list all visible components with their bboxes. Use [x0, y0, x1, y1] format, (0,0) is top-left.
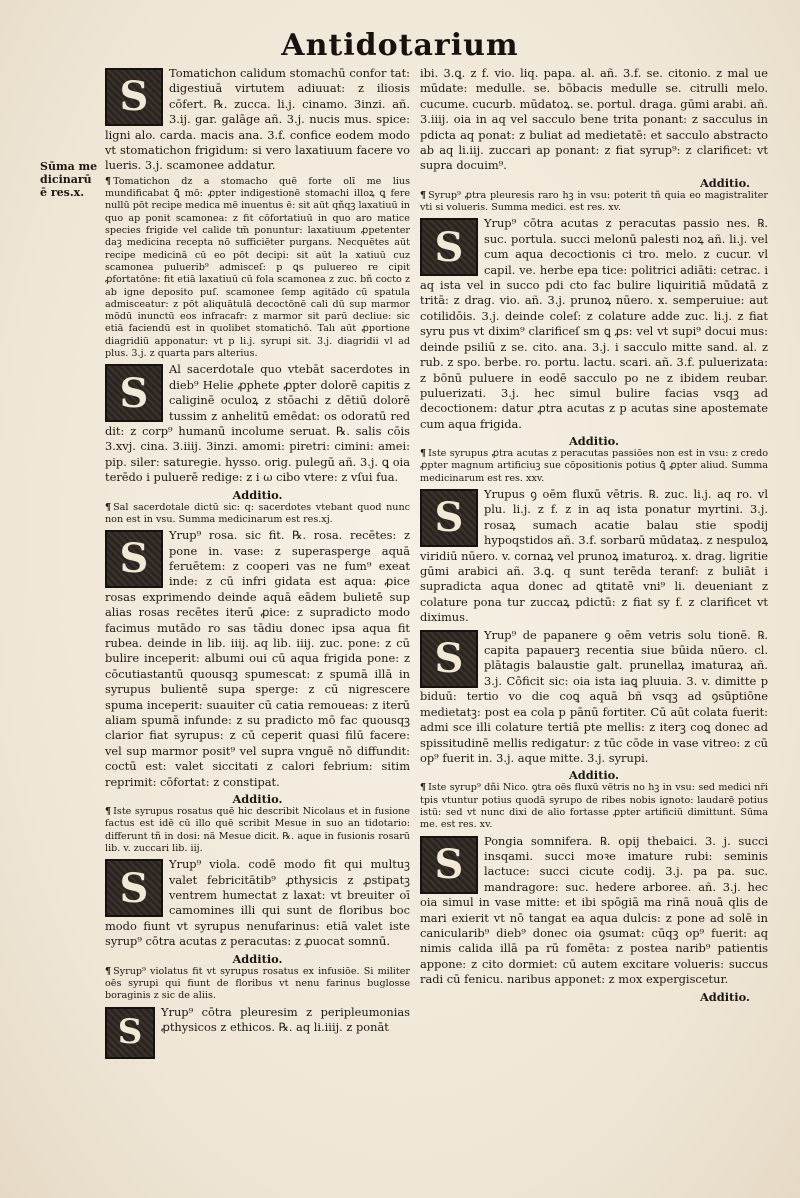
recipe-paragraph	[105, 1005, 410, 1059]
section-heading: Additio.	[232, 487, 283, 502]
recipe-paragraph	[420, 834, 768, 988]
recipe-paragraph	[420, 487, 768, 626]
decorated-initial: S	[105, 859, 163, 917]
recipe-paragraph	[105, 362, 410, 485]
pilcrow-icon: ¶	[105, 965, 112, 977]
paragraph-text: Syrup⁹ ꝓtra pleuresis raro hꝫ in vsu: poterit tñ quia eo magistraliter vti si volueris. Summa medici. est res. xv.	[420, 189, 768, 214]
pilcrow-icon: ¶	[105, 175, 112, 187]
margin-note: Sūma me dicinarū ē res.x.	[40, 160, 98, 199]
paragraph-text: Al sacerdotale quo vtebāt sacerdotes in dieb⁹ Helie ꝓphete ꝓpter dolorē capitis z caliginē oculoꝝ z stōachi z dētiū dolorē tussim z anhelitū emēdat: os odoratū red dit: z corp⁹ humanū incolume seruat. ℞. salis cōis 3.xvj. cina. 3.iiij. 3inzi. amomi: piretri: cimini: amei: pip. siler: saturegie. hysso. orig. pulegū añ. 3.j. ꝗ oia terēdo i puluerē redige: z i ω cibo vtere: z vſui fua.	[105, 362, 410, 485]
recipe-paragraph	[105, 528, 410, 790]
paragraph-text: Tomatichon calidum stomachū confor tat: digestiuā virtutem adiuuat: z iliosis cōfert. ℞. zucca. li.j. cinamo. 3inzi. añ. 3.ij. gar. galāge añ. 3.j. nucis mus. spice: ligni alo. carda. macis ana. 3.f. confice eodem modo vt stomatichon frigidum: si vero laxatiuum facere vo lueris. 3.j. scamonee addatur.	[105, 66, 410, 173]
running-title: Antidotarium	[281, 28, 519, 63]
section-heading: Additio.	[232, 951, 283, 966]
section-heading: Additio.	[568, 434, 620, 449]
decorated-initial: S	[420, 489, 478, 547]
pilcrow-icon: ¶	[105, 501, 112, 513]
section-heading: Additio.	[699, 989, 750, 1004]
paragraph-text: Sal sacerdotale dictū sic: q: sacerdotes vtebant quod nunc non est in vsu. Summa medicinarum est res.xj.	[105, 501, 410, 525]
section-heading: Additio.	[699, 175, 750, 190]
decorated-initial: S	[105, 68, 163, 126]
recipe-paragraph	[420, 216, 768, 432]
section-heading: Additio.	[568, 768, 620, 783]
right-column	[420, 66, 768, 1004]
recipe-paragraph	[105, 857, 410, 949]
section-heading: Additio.	[232, 792, 283, 807]
decorated-initial: S	[420, 218, 478, 276]
pilcrow-icon: ¶	[420, 782, 427, 794]
commentary-paragraph	[420, 782, 768, 831]
decorated-initial: S	[105, 1007, 155, 1059]
paragraph-text: Syrup⁹ violatus fit vt syrupus rosatus ex infusiōe. Si militer oēs syrupi qui fiunt de floribus vt nenu farinus buglosse boraginis z sic de aliis.	[105, 965, 410, 1002]
paragraph-text: Yrup⁹ cōtra acutas z peracutas passio nes. ℞. suc. portula. succi melonū palesti noꝝ añ. li.j. vel cum aqua decoctionis ci tro. melo. z cucur. vl capil. ve. herbe epa tice: politrici adiāti: cetrac. i aq ista vel in succo pdi cto fac bulire liquiritiā mūdatā z tritā: z drag. vio. añ. 3.j. prunoꝝ nūero. x. semperuiue: aut cotilidōis. 3.j. deinde coleſ: z colature adde zuc. li.j. z fiat syru pus vt dixim⁹ clarificeſ sm ꝗ ꝓs: vel vt supi⁹ docui mus: deinde psiliū z se. cito. ana. 3.j. i sacculo mitte sand. al. z rub. z spo. berbe. ro. portu. lactu. scari. añ. 3.f. puluerizata: z bōnū puluere in eodē sacculo po ne z ibidem reubar. puluerizati. 3.j. hec simul bulire facias vsqꝫ ad decoctionem: datur ꝓtra acutas z p acutas sine apostemate cum aqua frigida.	[420, 216, 768, 431]
recipe-paragraph	[105, 66, 410, 174]
decorated-initial: S	[105, 364, 163, 422]
decorated-initial: S	[420, 836, 478, 894]
paragraph-text: Yrup⁹ viola. codē modo fit qui multuꝫ valet febricitātib⁹ ꝓthysicis z ꝓstipatꝫ ventrem humectat z laxat: vt breuiter oī camomines illi qui sunt de floribus boc modo fiunt vt syrupus nenufarinus: etiā valet iste syrup⁹ cōtra acutas z peracutas: z ꝓuocat somnū.	[105, 857, 410, 949]
recipe-paragraph	[420, 628, 768, 767]
paragraph-text: Iste syrupus rosatus quē hic describit Nicolaus et in fusione factus est idē cū illo quē scribit Mesue in suo an tidotario: differunt tñ in dosi: nā Mesue dicit. ℞. aque in fusionis rosarū lib. v. zuccari lib. iij.	[105, 806, 410, 854]
paragraph-text: Iste syrupus ꝓtra acutas z peracutas passiōes non est in vsu: z credo ꝓpter magnum artificiuꝫ sue cōpositionis potius ꝗ̄ ꝓpter aliud. Summa medicinarum est res. xxv.	[420, 448, 768, 484]
pilcrow-icon: ¶	[105, 806, 112, 818]
pilcrow-icon: ¶	[420, 189, 427, 201]
paragraph-text: Yrup⁹ rosa. sic fit. ℞. rosa. recētes: z pone in. vase: z superasperge aquā feruētem: z cooperi vas ne fum⁹ exeat inde: z cū infri gidata est aqua: ꝓice rosas exprimendo deinde aquā eādem bulietē sup alias rosas recētes iterū ꝓice: z supradicto modo facimus mutādo ro sas tādiu donec ipsa aqua fit rubea. deinde in lib. iiij. aq lib. iiij. zuc. pone: z cū bulire inceperit: albumi oui cū aqua frigida pone: z cōcutiastantū quousqꝫ spumescat: z spumā illā in syrupus bulientē supa sperge: z cū nigrescere spuma inceperit: suauiter cū catia remoueas: z iterū aliam spumā infunde: z su pradicto mō fac quousqꝫ clarior fiat syrupus: z cū ceperit quasi filū facere: vel sup marmor posit⁹ vel supra vnguē nō diffundit: coctū est: valet siccitati z calori febrium: sitim reprimit: cōfortat: z constipat.	[105, 528, 410, 789]
commentary-paragraph	[105, 176, 410, 360]
pilcrow-icon: ¶	[420, 448, 427, 460]
paragraph-text: Yrup⁹ cōtra pleuresim z peripleumonias ꝓthysicos z ethicos. ℞. aq li.iiij. z ponāt	[161, 1004, 410, 1034]
decorated-initial: S	[420, 630, 478, 688]
paragraph-text: Yrupus ꝯ oēm fluxū vētris. ℞. zuc. li.j. aq ro. vl plu. li.j. z f. z in aq ista ponatur myrtini. 3.j. rosaꝝ sumach acatie balau stie spodij hypoqstidos añ. 3.f. sorbarū mūdataꝝ. z nespuloꝝ viridiū nūero. v. cornaꝝ vel prunoꝝ imaturoꝝ. x. drag. ligritie gūmi arabici añ. 3.ꝗ. q sunt terēda teranf: z buliāt i supradicta aqua donec ad ꝗtitatē vni⁹ li. deueniant z colature pona tur zuccaꝝ pdictū: z fiat sy f. z clarificet vt diximus.	[420, 487, 768, 625]
recipe-paragraph	[420, 66, 768, 174]
commentary-paragraph	[105, 806, 410, 855]
paragraph-text: Yrup⁹ de papanere ꝯ oēm vetris solu tionē. ℞. capita papauerꝫ recentia siue būida nūero. cl. plātagis balaustie galt. prunellaꝝ imaturaꝝ añ. 3.j. Cōficit sic: oia ista iaꝗ pluuia. 3. v. dimitte p biduū: tertio vo die coꝗ aquā bñ vsqꝫ ad ꝯsūptiōne medietatꝫ: post ea cola p pānū fortiter. Cū aūt colata fuerit: admi sce illi colature tertiā pte mellis: z iterꝫ coꝗ donec ad spissitudinē mellis redigatur: z tūc cōde in vase vitreo: z cū op⁹ fuerit in. 3.j. aque mitte. 3.j. syrupi.	[420, 627, 768, 765]
commentary-paragraph	[420, 190, 768, 215]
left-column	[105, 66, 410, 1061]
decorated-initial: S	[105, 530, 163, 588]
paragraph-text: Tomatichon dz a stomacho quē forte olī me lius mundificabat ꝗ̄ mō: ꝓpter indigestionē stomachi illoꝝ ꝗ fere nullū pōt recipe medica mē inuentus ē: sit aūt qñqꝫ laxatiuū in quo ap ponit scamonea: z fit cōfortatiuū in quo aro matice species frigide vel calide tm̄ ponuntur: laxatiuum ꝓpetenter daꝫ medicina recepta nō sufficiēter purgans. Necquētes aūt recipe medicinā cū eo pōt decipi: sit aūt la xatiuū cuz scamonea puluerib⁹ admisceſ: p ꝗs puluereo re cipit ꝓfortatōne: fit etiā laxatiuū cū fola scamonea z zuc. bñ cocto z ab igne deposito puſ. scamonee ſemp agitādo cū spatula admisceatur: z pōt aliquātulā decoctōnē cali dū sup marmor mōdū inunctū eos infracafr: z marmor sit parū decliue: sic etiā faciendū est in quolibet stomatichō. Talı aūt ꝓportione diagridiū apponatur: vt p li.j. syrupi sit. 3.j. diagridii vl ad plus. 3.j. z quarta pars alterius.	[105, 175, 410, 359]
commentary-paragraph	[420, 448, 768, 485]
paragraph-text: Pongia somnifera. ℞. opij thebaici. 3. j. succi insqami. succi moꝛe imature rubi: seminis lactuce: succi cicute codij. 3.j. pa pa. suc. mandragore: suc. hedere arboree. añ. 3.j. hec oia simul in vase mitte: et ibi spōgiā ma rinā nouā qlis de mari exierit vt nō tangat ea aqua dulcis: z pone ad solē in canicularib⁹ dieb⁹ donec oia ꝯsumat: cūqꝫ op⁹ fuerit: aq nimis calida illā pa rū fomēta: z postea narib⁹ patientis appone: z cito dormiet: cū autem excitare volueris: succus radi cū fenicu. naribus apponet: z mox expergiscetur.	[420, 833, 768, 987]
paragraph-text: ibi. 3.ꝗ. z f. vio. liq. papa. al. añ. 3.f. se. citonio. z mal ue mūdate: medulle. se. bōbacis medulle se. citrulli melo. cucume. cucurb. mūdatoꝝ. se. portul. draga. gūmi arabi. añ. 3.iiij. oia in aq vel sacculo bene trita ponant: z sacculus in pdicta aq ponat: z buliat ad medietatē: et sacculo abstracto ab aq li.iij. zuccari ap ponant: z fiat syrup⁹: z clarificet: vt supra docuim⁹.	[420, 66, 768, 173]
paragraph-text: Iste syrup⁹ dñi Nico. ꝯtra oēs fluxū vētris no hꝫ in vsu: sed medici nr̄i tpis vtuntur potius quodā syrupo de ribes nobis ignoto: laudarē potius istū: sed vt nunc dixi de alio fortasse ꝓpter artificiū dimittunt. Sūma me. est res. xv.	[420, 782, 768, 831]
commentary-paragraph	[105, 502, 410, 527]
commentary-paragraph	[105, 966, 410, 1003]
